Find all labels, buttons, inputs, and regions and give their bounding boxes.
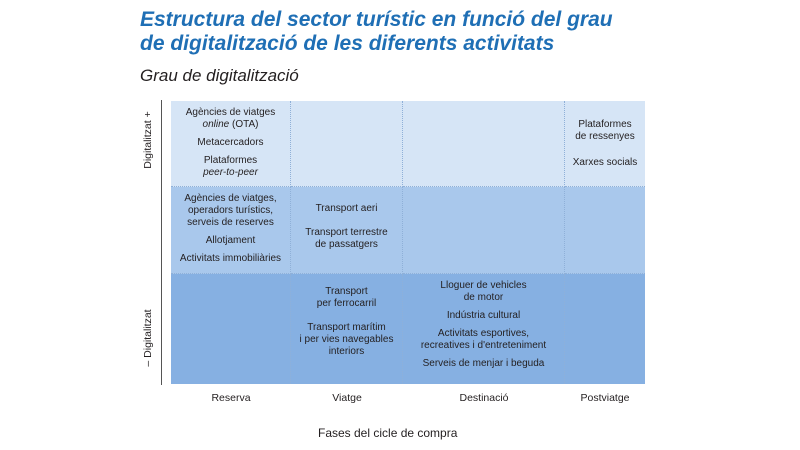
matrix-item-line: Indústria cultural (446, 310, 521, 321)
matrix-cell-r0-c2 (403, 101, 565, 187)
matrix-item (184, 193, 276, 229)
matrix-cell-r2-c3 (565, 274, 645, 384)
matrix-item (203, 155, 258, 179)
chart-subtitle: Grau de digitalització (140, 66, 299, 85)
matrix-item-line: Activitats immobiliàries (179, 253, 282, 264)
matrix-item-line: Transport terrestre (305, 227, 388, 238)
matrix-cell-r0-c3 (565, 101, 645, 187)
matrix-cell-r2-c2 (403, 274, 565, 384)
matrix-cell-r2-c0 (171, 274, 291, 384)
matrix-item (317, 286, 376, 310)
matrix-item-line: Activitats esportives, (437, 328, 530, 339)
matrix-cell-r1-c2 (403, 187, 565, 274)
matrix-cell-r1-c1 (291, 187, 403, 274)
matrix-item-line: de passatgers (315, 239, 378, 250)
matrix-item (180, 253, 281, 265)
matrix-item-line: Plataformes (578, 119, 632, 130)
matrix-item-line: Lloguer de vehicles (440, 280, 527, 291)
matrix-item (186, 107, 276, 119)
matrix-cell-r1-c3 (565, 187, 645, 274)
matrix-item-line: per ferrocarril (316, 298, 377, 309)
matrix-item-line: interiors (328, 346, 365, 357)
matrix-item (316, 203, 378, 215)
matrix-item-line-online-ota: online (OTA) (202, 119, 259, 130)
matrix-item-line: Serveis de menjar i beguda (422, 358, 545, 369)
matrix-item-line: de motor (463, 292, 504, 303)
digitalization-matrix (171, 101, 645, 384)
matrix-item (300, 322, 394, 358)
matrix-item-line: Xarxes socials (572, 157, 638, 168)
matrix-item (421, 328, 546, 352)
x-axis-categories (171, 392, 645, 404)
matrix-item-line: Allotjament (205, 235, 256, 246)
matrix-item (197, 137, 263, 149)
matrix-item (305, 227, 387, 251)
matrix-item-line: serveis de reserves (187, 217, 274, 228)
x-category-destinacio: Destinació (459, 392, 509, 404)
x-category-postviatge: Postviatge (580, 392, 630, 404)
matrix-item-line: Agències de viatges (185, 107, 276, 118)
y-axis-line (161, 100, 162, 385)
matrix-item-line: recreatives i d'entreteniment (420, 340, 547, 351)
chart-title-line-1: Estructura del sector turístic en funció del grau (140, 8, 613, 31)
matrix-cell-r2-c1 (291, 274, 403, 384)
matrix-item-line: de ressenyes (575, 131, 635, 142)
matrix-item-line: Transport (325, 286, 368, 297)
chart-title-line-2: de digitalització de les diferents activitats (140, 32, 555, 55)
y-axis-bottom-label: – Digitalitzat (142, 308, 154, 367)
matrix-item (203, 119, 259, 131)
matrix-item-line: peer-to-peer (203, 167, 258, 178)
matrix-cell-r0-c1 (291, 101, 403, 187)
matrix-item-line: Agències de viatges, (184, 193, 277, 204)
y-axis-top-label: Digitalitzat + (142, 111, 154, 169)
matrix-item (440, 280, 526, 304)
matrix-item-line: Transport aeri (315, 203, 378, 214)
chart-title (140, 8, 740, 56)
matrix-item (423, 358, 545, 370)
matrix-cell-r0-c0 (171, 101, 291, 187)
x-axis-title: Fases del cicle de compra (318, 426, 458, 440)
matrix-item (206, 235, 255, 247)
matrix-item-line: Metacercadors (197, 137, 264, 148)
matrix-item-line: operadors turístics, (187, 205, 274, 216)
matrix-item (575, 119, 634, 143)
x-category-viatge: Viatge (332, 392, 362, 404)
matrix-item-line: Transport marítim (307, 322, 386, 333)
matrix-item (447, 310, 520, 322)
matrix-item-line: i per vies navegables (299, 334, 394, 345)
matrix-item-line: Plataformes (203, 155, 258, 166)
matrix-cell-r1-c0 (171, 187, 291, 274)
matrix-item (573, 157, 637, 169)
x-category-reserva: Reserva (211, 392, 251, 404)
